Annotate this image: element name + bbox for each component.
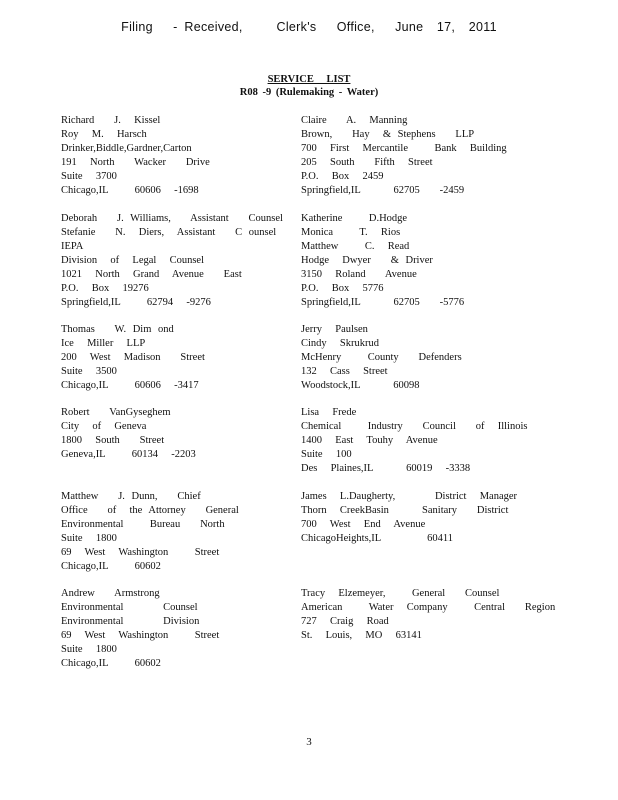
address-line: 191 North Wacker Drive — [61, 157, 210, 168]
address-line: Thomas W. Dim ond — [61, 324, 174, 335]
address-line: 700 West End Avenue — [301, 519, 426, 530]
address-line: Matthew J. Dunn, Chief — [61, 491, 201, 502]
address-line: Springfield,IL 62794 -9276 — [61, 297, 211, 308]
address-line: Drinker,Biddle,Gardner,Carton — [61, 143, 192, 154]
address-line: 3150 Roland Avenue — [301, 269, 417, 280]
address-line: American Water Company Central Region — [301, 602, 556, 613]
address-line: Lisa Frede — [301, 407, 357, 418]
address-line: Brown, Hay & Stephens LLP — [301, 129, 475, 140]
address-line: Springfield,IL 62705 -2459 — [301, 185, 465, 196]
address-line: 132 Cass Street — [301, 366, 388, 377]
address-line: Suite 100 — [301, 449, 352, 460]
address-line: Deborah J. Williams, Assistant Counsel — [61, 213, 283, 224]
address-line: Roy M. Harsch — [61, 129, 147, 140]
address-line: Matthew C. Read — [301, 241, 410, 252]
address-line: Chemical Industry Council of Illinois — [301, 421, 528, 432]
address-line: Geneva,IL 60134 -2203 — [61, 449, 196, 460]
service-list-entry — [61, 212, 331, 310]
address-line: IEPA — [61, 241, 84, 252]
address-line: 205 South Fifth Street — [301, 157, 433, 168]
address-line: P.O. Box 19276 — [61, 283, 149, 294]
address-line: Springfield,IL 62705 -5776 — [301, 297, 465, 308]
service-list-title: SERVICE LIST — [267, 74, 351, 85]
service-list-entry — [61, 114, 331, 198]
address-line: Richard J. Kissel — [61, 115, 161, 126]
address-line: 1400 East Touhy Avenue — [301, 435, 438, 446]
address-line: Claire A. Manning — [301, 115, 408, 126]
page-number: 3 — [306, 736, 312, 748]
address-line: Andrew Armstrong — [61, 588, 160, 599]
address-line: 727 Craig Road — [301, 616, 389, 627]
filing-header: Filing - Received, Clerk's Office, June 17, 2011 — [121, 20, 497, 34]
address-line: City of Geneva — [61, 421, 147, 432]
address-line: Thorn CreekBasin Sanitary District — [301, 505, 509, 516]
address-line: 69 West Washington Street — [61, 630, 220, 641]
address-line: 1800 South Street — [61, 435, 165, 446]
service-list-entry — [301, 323, 571, 393]
address-line: Hodge Dwyer & Driver — [301, 255, 433, 266]
address-line: Environmental Counsel — [61, 602, 198, 613]
address-line: Suite 1800 — [61, 533, 117, 544]
address-line: Cindy Skrukrud — [301, 338, 380, 349]
address-line: 69 West Washington Street — [61, 547, 220, 558]
address-line: Chicago,IL 60602 — [61, 561, 161, 572]
address-line: Katherine D.Hodge — [301, 213, 408, 224]
address-line: P.O. Box 2459 — [301, 171, 384, 182]
address-line: James L.Daugherty, District Manager — [301, 491, 518, 502]
service-list-entry — [301, 406, 571, 476]
address-line: Jerry Paulsen — [301, 324, 368, 335]
service-list-entry — [61, 587, 331, 671]
address-line: Robert VanGyseghem — [61, 407, 171, 418]
service-list-entry — [301, 490, 571, 546]
address-line: Stefanie N. Diers, Assistant C ounsel — [61, 227, 277, 238]
address-line: 700 First Mercantile Bank Building — [301, 143, 507, 154]
address-line: Chicago,IL 60606 -3417 — [61, 380, 199, 391]
address-line: 200 West Madison Street — [61, 352, 205, 363]
service-list-entry — [301, 212, 571, 310]
address-line: Suite 3500 — [61, 366, 117, 377]
address-line: Division of Legal Counsel — [61, 255, 204, 266]
address-line: Ice Miller LLP — [61, 338, 146, 349]
service-list-entry — [61, 406, 331, 462]
docket-subtitle: R08 -9 (Rulemaking - Water) — [239, 87, 379, 98]
address-line: Environmental Division — [61, 616, 200, 627]
address-line: Des Plaines,IL 60019 -3338 — [301, 463, 471, 474]
address-line: Suite 3700 — [61, 171, 117, 182]
address-line: Woodstock,IL 60098 — [301, 380, 420, 391]
address-line: Chicago,IL 60602 — [61, 658, 161, 669]
address-line: Monica T. Rios — [301, 227, 401, 238]
address-line: P.O. Box 5776 — [301, 283, 384, 294]
address-line: Tracy Elzemeyer, General Counsel — [301, 588, 500, 599]
address-line: ChicagoHeights,IL 60411 — [301, 533, 454, 544]
service-list-entry — [301, 587, 571, 643]
address-line: Environmental Bureau North — [61, 519, 225, 530]
address-line: 1021 North Grand Avenue East — [61, 269, 242, 280]
address-line: Office of the Attorney General — [61, 505, 239, 516]
address-line: Suite 1800 — [61, 644, 117, 655]
service-list-entry — [301, 114, 571, 198]
address-line: St. Louis, MO 63141 — [301, 630, 422, 641]
title-block — [0, 73, 618, 99]
service-list-entry — [61, 490, 331, 574]
service-list-entry — [61, 323, 331, 393]
address-line: McHenry County Defenders — [301, 352, 462, 363]
address-line: Chicago,IL 60606 -1698 — [61, 185, 199, 196]
